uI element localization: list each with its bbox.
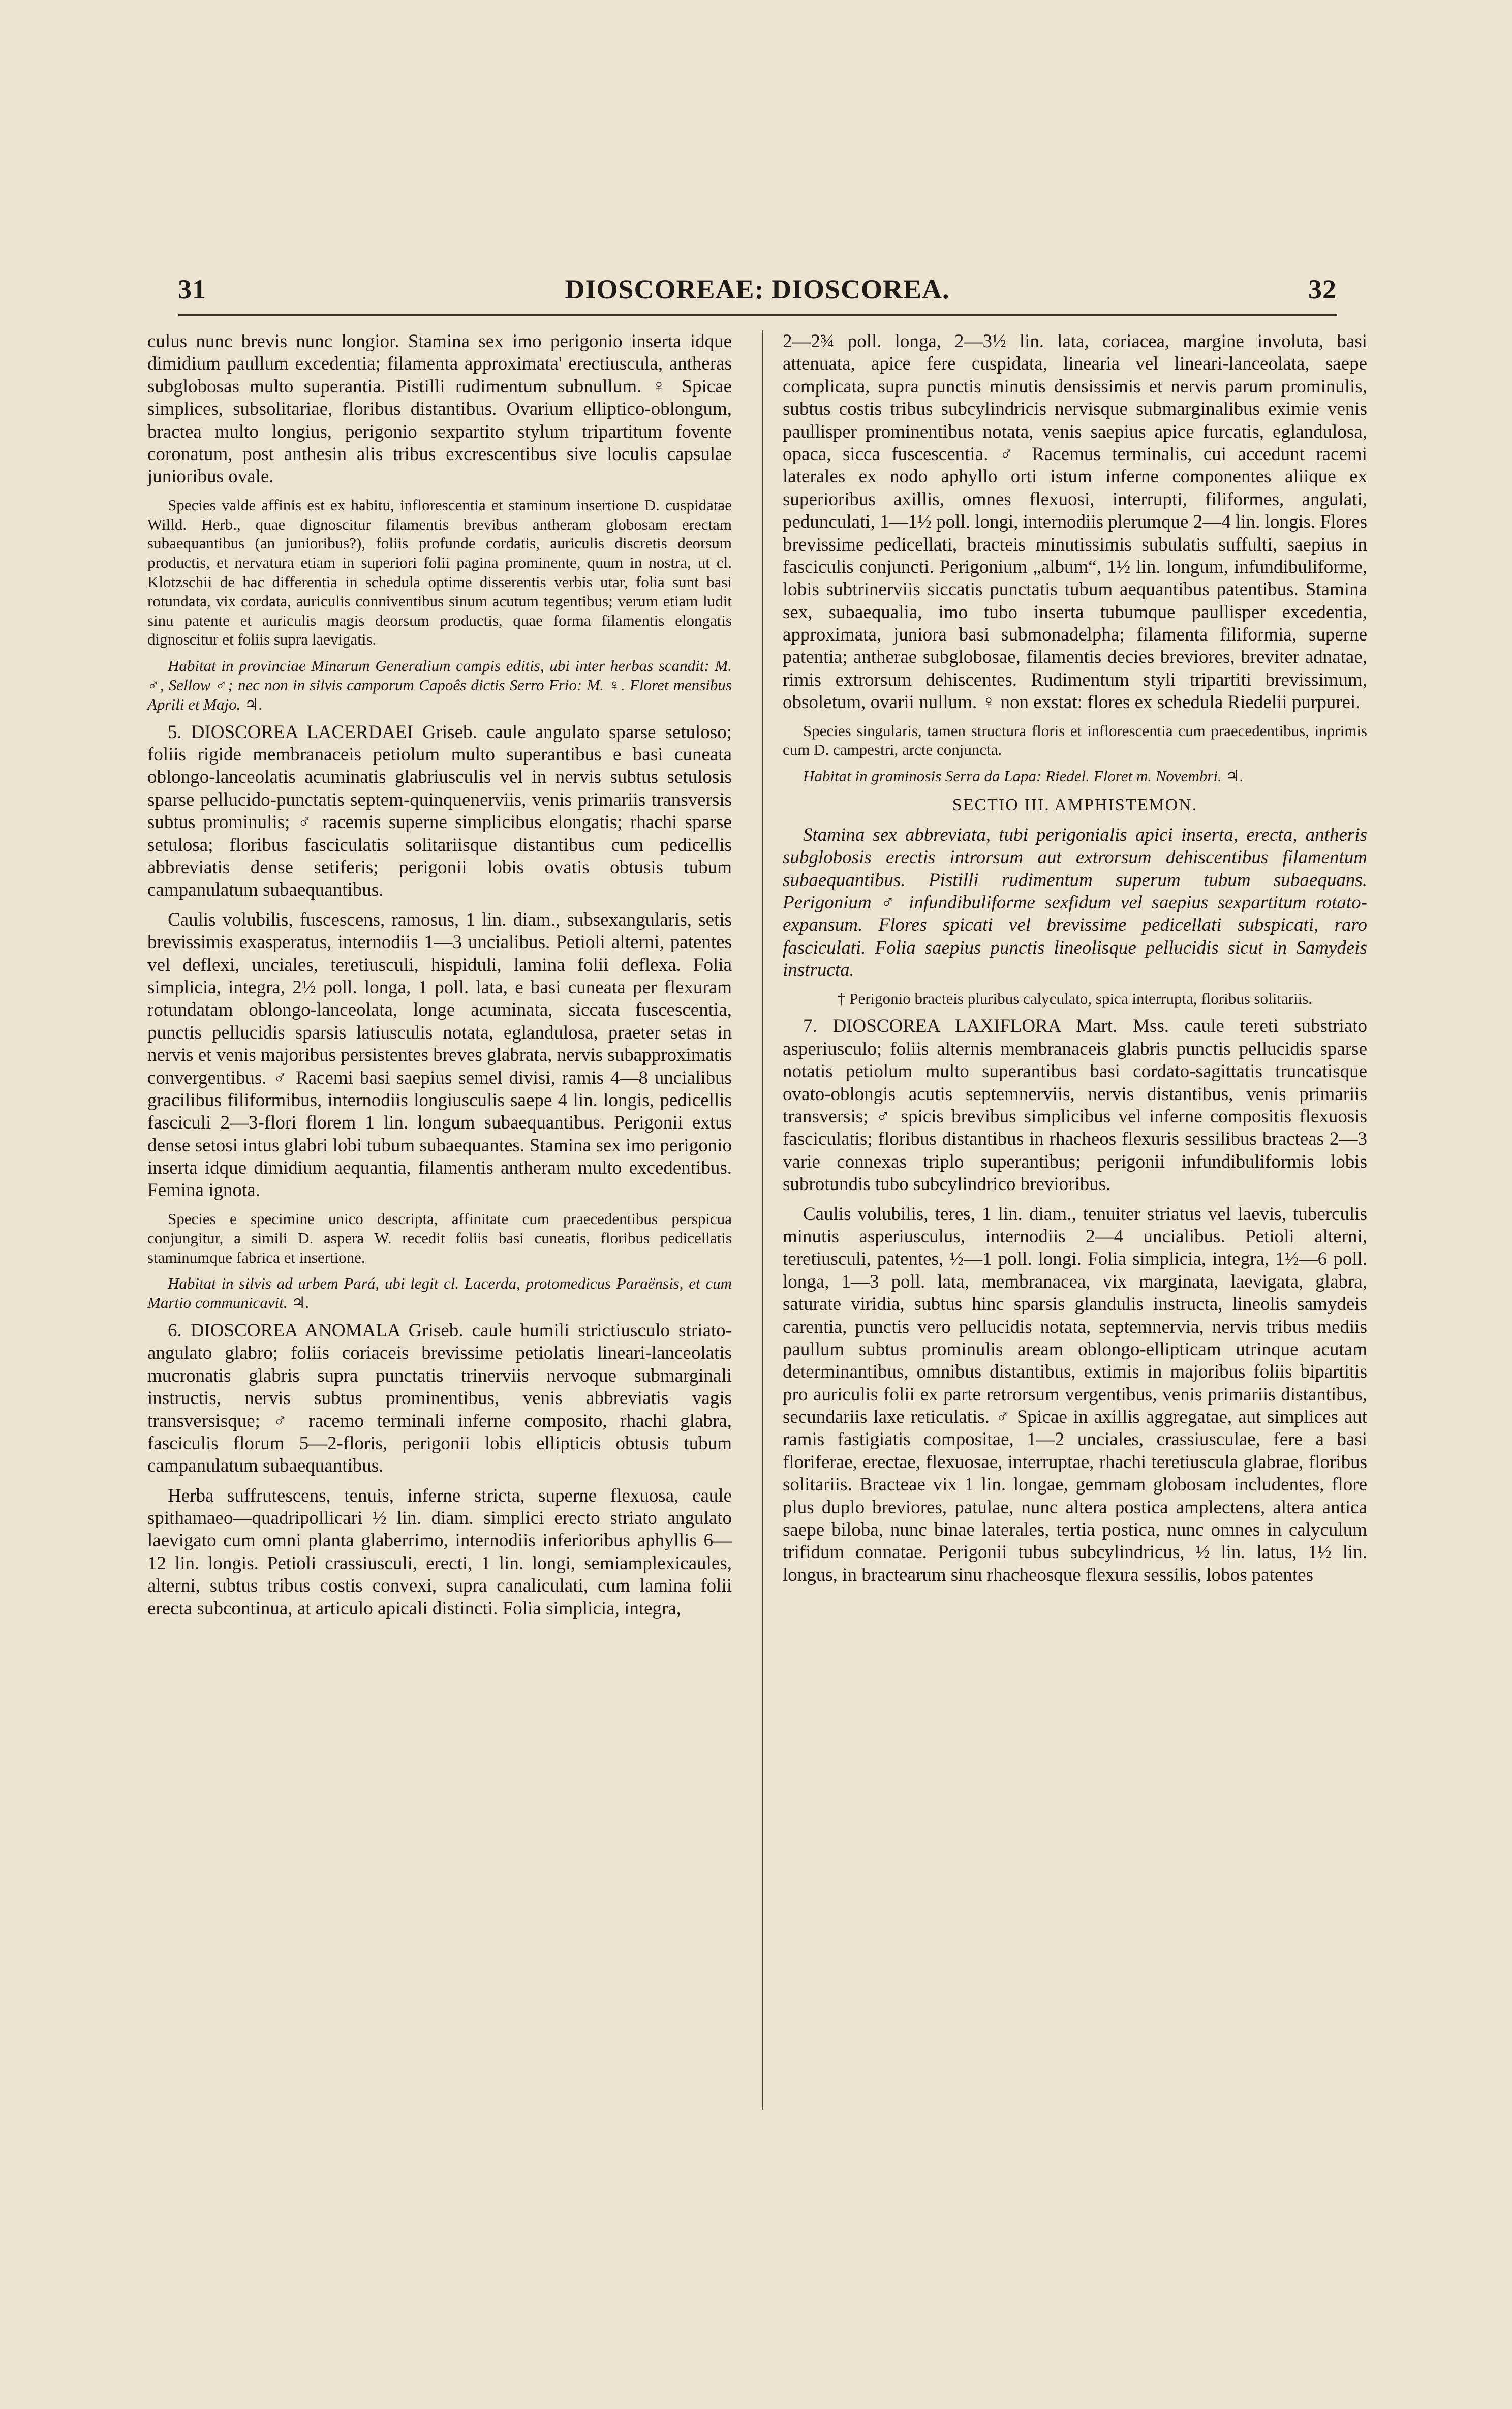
species-diagnosis: 6. DIOSCOREA ANOMALA Griseb. caule humili strictiusculo striato-angulato glabro; foliis coriaceis brevissime petiolatis lineari-lanceolatis mucronatis glabris supra punctatis trinerviis nervoque submarginali instructis, nervis subtus prominentibus, venis abbreviatis vagis transversisque; ♂ racemo terminali inferne composito, rhachi glabra, fasciculis florum 5—2-floris, perigonii lobis ellipticis obtusis tubum campanulatum subaequantibus. [147,1320,732,1477]
paragraph: 2—2¾ poll. longa, 2—3½ lin. lata, coriacea, margine involuta, basi attenuata, apice fere cuspidata, linearia vel lineari-lanceolata, saepe complicata, supra punctis minutis densissimis et nervis parum prominulis, subtus costis tribus subcylindricis nervisque submarginalibus eximie venis paullisper prominentibus notata, venis saepius apice furcatis, eglandulosa, opaca, sicca fuscescentia. ♂ Racemus terminalis, cui accedunt racemi laterales ex nodo aphyllo orti istum inferne componentes aliique ex superioribus axillis, omnes flexuosi, interrupti, filiformes, angulati, pedunculati, 1—1½ poll. longi, internodiis plerumque 2—4 lin. longis. Flores brevissime pedicellati, bracteis minutissimis subulatis suffulti, saepius in fasciculis conjuncti. Perigonium „album“, 1½ lin. longum, infundibuliforme, lobis subtrinerviis siccatis punctatis tubum aequantibus patentibus. Stamina sex, subaequalia, imo tubo inserta tubumque paullisper excedentia, approximata, juniora basi submonadelpha; filamenta filiformia, superne patentia; antherae subglobosae, filamentis decies breviores, breviter adnatae, rimis extrorsum dehiscentes. Rudimentum styli tripartiti brevissimum, obsoletum, ovarii nullum. ♀ non exstat: flores ex schedula Riedelii purpurei. [783,331,1367,713]
running-header [178,273,1337,309]
habitat-paragraph: Habitat in silvis ad urbem Pará, ubi legit cl. Lacerda, protomedicus Paraënsis, et cum Martio communicavit. ♃. [147,1274,732,1312]
right-column [783,330,1367,1594]
page-number-right: 32 [1308,274,1337,304]
section-heading: SECTIO III. AMPHISTEMON. [952,796,1198,815]
species-description: Herba suffrutescens, tenuis, inferne stricta, superne flexuosa, caule spithamaeo—quadripollicari ½ lin. diam. simplici erecto striato angulato laevigato cum omni planta glaberrimo, internodiis inferioribus aphyllis 6—12 lin. longis. Petioli crassiusculi, erecti, 1 lin. longi, semiamplexicaules, alterni, subtus tribus costis convexi, supra canaliculati, cum lamina folii erecta subcontinua, at articulo apicali distincti. Folia simplicia, integra, [147,1485,732,1619]
species-diagnosis: 5. DIOSCOREA LACERDAEI Griseb. caule angulato sparse setuloso; foliis rigide membranaceis petiolum multo superantibus e basi cuneata oblongo-lanceolatis acuminatis glabriusculis vel in nervis subtus setulosis sparse pellucido-punctatis septem-quinquenerviis, venis primariis transversis subtus prominulis; ♂ racemis superne simplicibus elongatis; rhachi sparse setulosa; floribus fasciculatis solitariisque distantibus cum pedicellis abbreviatis dense setiferis; perigonii lobis ovatis obtusis tubum campanulatum subaequantibus. [147,721,732,901]
subsection-heading: † Perigonio bracteis pluribus calyculato, spica interrupta, floribus solitariis. [837,989,1313,1008]
habitat-paragraph: Habitat in graminosis Serra da Lapa: Riedel. Floret m. Novembri. ♃. [803,767,1244,785]
page-number-left: 31 [178,274,206,304]
species-description: Caulis volubilis, teres, 1 lin. diam., tenuiter striatus vel laevis, tuberculis minutis asperiusculus, internodiis 2—4 uncialibus. Petioli alterni, teretiusculi, patentes, ½—1 poll. longi. Folia simplicia, integra, 1½—6 poll. longa, 1—3 poll. lata, membranacea, vix marginata, laevigata, glabra, saturate viridia, subtus hinc sparsis glandulis instructa, lineolis samydeis carentia, punctis vero pellucidis notata, septemnervia, nervis tribus mediis paullum subtus prominulis aream oblongo-ellipticam utrinque acutam determinantibus, omnibus distantibus, extimis in majoribus foliis bipartitis pro auriculis folii ex parte retrorsum vergentibus, venis primariis distantibus, secundariis laxe reticulatis. ♂ Spicae in axillis aggregatae, aut simplices aut ramis fastigiatis compositae, 1—2 unciales, crassiusculae, fere a basi floriferae, erectae, flexuosae, interruptae, rhachi teretiuscula glabrae, floribus solitariis. Bracteae vix 1 lin. longae, gemmam globosam includentes, flore plus duplo breviores, patulae, nunc altera postica amplectens, altera antica saepe biloba, nunc binae laterales, tertia postica, nunc omnes in calyculum trifidum connatae. Perigonii tubus subcylindricus, ½ lin. latus, 1½ lin. longus, in bractearum sinu rhacheosque flexura sessilis, lobos patentes [783,1203,1367,1585]
header-rule [178,314,1337,316]
species-diagnosis: 7. DIOSCOREA LAXIFLORA Mart. Mss. caule tereti substriato asperiusculo; foliis alternis membranaceis glabris punctis pellucidis sparse notatis petiolum multo superantibus basi cordato-sagittatis truncatisque ovato-oblongis acutis septemnerviis, nervis distantibus, venis primariis transversis; ♂ spicis brevibus simplicibus vel inferne compositis flexuosis fasciculatis; floribus distantibus in rhacheos flexuris sessilibus bracteas 2—3 varie connexas triplo superantibus; perigonii infundibuliformis lobis subrotundis tubo subcylindrico brevioribus. [783,1016,1367,1195]
left-column [147,330,732,1627]
paragraph: culus nunc brevis nunc longior. Stamina sex imo perigonio inserta idque dimidium paullum excedentia; filamenta approximata' erectiuscula, antheras subglobosas multo superantia. Pistilli rudimentum subnullum. ♀ Spicae simplices, subsolitariae, floribus distantibus. Ovarium elliptico-oblongum, bractea multo longius, perigonio sexpartito stylum tripartitum fovente coronatum, post anthesin alis tribus excrescentibus sive loculis capsulae junioribus ovale. [147,331,732,487]
species-description: Caulis volubilis, fuscescens, ramosus, 1 lin. diam., subsexangularis, setis brevissimis exasperatus, internodiis 1—3 uncialibus. Petioli alterni, patentes vel deflexi, unciales, teretiusculi, hispiduli, lamina folii deflexa. Folia simplicia, integra, 2½ poll. longa, 1 poll. lata, e basi cuneata per flexuram rotundatam oblongo-lanceolata, longe acuminata, siccata fuscescentia, punctis pellucidis sparsis latiusculis notata, eglandulosa, praeter setas in nervis et venis majoribus persistentes breves glabrata, nervis subapproximatis convergentibus. ♂ Racemi basi saepius semel divisi, ramis 4—8 uncialibus gracilibus filiformibus, internodiis longiusculis saepe 4 lin. longis, pedicellis fasciculi 2—3-flori florem 1 lin. longum subaequantibus. Perigonii extus dense setosi intus glabri lobi tubum subaequantes. Stamina sex imo perigonio inserta idque dimidium aequantia, filamentis antheram multo excedentibus. Femina ignota. [147,909,732,1201]
note-paragraph: Species e specimine unico descripta, affinitate cum praecedentibus perspicua conjungitur, a simili D. aspera W. recedit foliis basi cuneatis, floribus pedicellatis staminumque fabrica et insertione. [147,1209,732,1266]
column-divider [762,330,763,2110]
habitat-paragraph: Habitat in provinciae Minarum Generalium campis editis, ubi inter herbas scandit: M. ♂, Sellow ♂; nec non in silvis camporum Capoês dictis Serro Frio: M. ♀. Floret mensibus Aprili et Majo. ♃. [147,657,732,713]
running-title: DIOSCOREAE: DIOSCOREA. [565,274,950,304]
note-paragraph: Species valde affinis est ex habitu, inflorescentia et staminum insertione D. cuspidatae Willd. Herb., quae dignoscitur filamentis brevibus antheram globosam erectam subaequantibus (an junioribus?), foliis profunde cordatis, auriculis discretis deorsum productis, et nervatura etiam in superiori folii pagina prominente, quum in nostra, ut cl. Klotzschii de hac differentia in schedula optime disserentis verbis utar, folia sunt basi rotundata, vix cordata, auriculis conniventibus sinum acutum tegentibus; verum etiam ludit sinu patente et auriculis magis deorsum productis, quae forma filamentis elongatis dignoscitur et foliis supra laevigatis. [147,496,732,649]
section-description: Stamina sex abbreviata, tubi perigonialis apici inserta, erecta, antheris subglobosis erectis introrsum aut extrorsum dehiscentibus filamentum subaequantibus. Pistilli rudimentum superum tubum subaequans. Perigonium ♂ infundibuliforme sexfidum vel saepius sexpartitum rotato-expansum. Flores spicati vel brevissime pedicellati subspicati, raro fasciculati. Folia saepius punctis lineolisque pellucidis sicut in Samydeis instructa. [783,824,1367,981]
note-paragraph: Species singularis, tamen structura floris et inflorescentia cum praecedentibus, inprimis cum D. campestri, arcte conjuncta. [783,721,1367,759]
